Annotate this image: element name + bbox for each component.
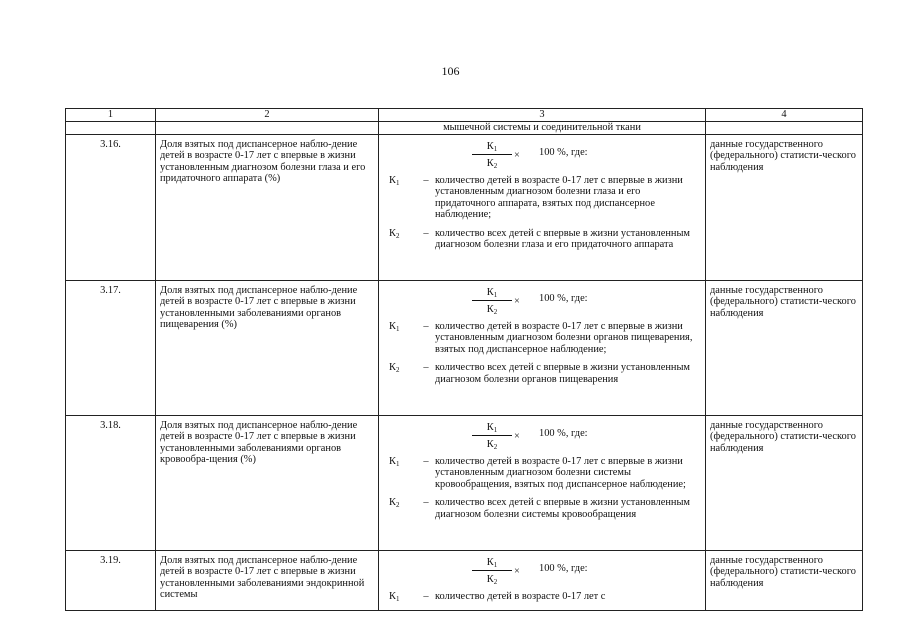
- formula: [379, 281, 705, 321]
- definition-symbol: $К_2$: [389, 497, 400, 510]
- column-header-3: 3: [379, 109, 706, 122]
- definition-dash: –: [423, 175, 429, 186]
- indicator-number: 3.16.: [66, 135, 156, 281]
- formula: [379, 551, 705, 591]
- definition-dash: –: [423, 456, 429, 467]
- fraction: [472, 287, 512, 315]
- formula: [379, 416, 705, 456]
- multiply-sign: ×: [514, 296, 520, 307]
- definition-text: количество всех детей с впервые в жизни установленным диагнозом болезни системы кровообращения: [435, 497, 690, 520]
- column-header-1: 1: [66, 109, 156, 122]
- denominator: $К_2$: [486, 574, 498, 586]
- continuation-text: мышечной системы и соединительной ткани: [379, 122, 706, 135]
- definition-k1: [379, 456, 705, 490]
- percent-where: 100 %, где:: [539, 428, 588, 439]
- numerator: $К_1$: [472, 557, 512, 571]
- multiply-sign: ×: [514, 431, 520, 442]
- definition-text: количество всех детей с впервые в жизни установленным диагнозом болезни глаза и его придаточного аппарата: [435, 227, 690, 251]
- column-header-2: 2: [156, 109, 379, 122]
- data-source: данные государственного (федерального) статисти-ческого наблюдения: [706, 416, 863, 551]
- definition-k1: [379, 321, 705, 355]
- definition-symbol: $К_1$: [389, 321, 400, 333]
- definition-text: количество детей в возрасте 0-17 лет с впервые в жизни установленным диагнозом болезни системы кровообращения, взятых под диспансерное наблюдение;: [435, 456, 686, 490]
- page-number: 106: [441, 64, 460, 78]
- definition-dash: –: [423, 362, 429, 374]
- numerator: $К_1$: [472, 422, 512, 436]
- formula-cell: [379, 416, 706, 551]
- definition-k1: [379, 591, 705, 602]
- definition-text: количество детей в возрасте 0-17 лет с впервые в жизни установленным диагнозом болезни глаза и его придаточного аппарата, взятых под диспансерное наблюдение;: [435, 175, 683, 221]
- indicator-name: Доля взятых под диспансерное наблю-дение детей в возрасте 0-17 лет с впервые в жизни установленными заболеваниями эндокринной системы: [156, 551, 379, 611]
- indicator-number: 3.18.: [66, 416, 156, 551]
- definition-text: количество всех детей с впервые в жизни установленным диагнозом болезни органов пищеварения: [435, 362, 690, 385]
- multiply-sign: ×: [514, 566, 520, 577]
- definition-k1: [379, 175, 705, 221]
- indicator-number: 3.17.: [66, 281, 156, 416]
- column-header-4: 4: [706, 109, 863, 122]
- definition-text: количество детей в возрасте 0-17 лет с: [435, 591, 606, 602]
- indicator-name: Доля взятых под диспансерное наблю-дение детей в возрасте 0-17 лет с впервые в жизни установленными заболеваниями органов пищеварения (%): [156, 281, 379, 416]
- definition-symbol: $К_1$: [389, 175, 400, 187]
- numerator: $К_1$: [472, 141, 512, 155]
- definition-symbol: $К_2$: [389, 362, 400, 375]
- indicator-table: [65, 108, 863, 611]
- column-header-row: [66, 109, 863, 122]
- definition-k2: [379, 362, 705, 385]
- indicator-number: 3.19.: [66, 551, 156, 611]
- table-row: [66, 135, 863, 281]
- definition-dash: –: [423, 321, 429, 332]
- definition-k2: [379, 228, 705, 251]
- fraction: [472, 141, 512, 169]
- denominator: $К_2$: [486, 439, 498, 451]
- percent-where: 100 %, где:: [539, 293, 588, 304]
- formula-cell: [379, 281, 706, 416]
- definition-symbol: $К_2$: [389, 227, 400, 240]
- continuation-row: [66, 122, 863, 135]
- definition-text: количество детей в возрасте 0-17 лет с впервые в жизни установленным диагнозом болезни органов пищеварения, взятых под диспансерное наблюдение;: [435, 321, 693, 355]
- fraction: [472, 422, 512, 450]
- data-source: данные государственного (федерального) статисти-ческого наблюдения: [706, 551, 863, 611]
- definition-k2: [379, 497, 705, 520]
- formula-cell: [379, 551, 706, 611]
- definition-symbol: $К_1$: [389, 456, 400, 468]
- definition-dash: –: [423, 227, 429, 239]
- fraction: [472, 557, 512, 585]
- percent-where: 100 %, где:: [539, 563, 588, 574]
- table-row: [66, 551, 863, 611]
- indicator-rows: [66, 135, 863, 611]
- denominator: $К_2$: [486, 304, 498, 316]
- indicator-name: Доля взятых под диспансерное наблю-дение детей в возрасте 0-17 лет с впервые в жизни установленными заболеваниями органов кровообра-щения (%): [156, 416, 379, 551]
- indicator-name: Доля взятых под диспансерное наблю-дение детей в возрасте 0-17 лет с впервые в жизни установленным диагнозом болезни глаза и его придаточного аппарата (%): [156, 135, 379, 281]
- percent-where: 100 %, где:: [539, 147, 588, 158]
- formula: [379, 135, 705, 175]
- numerator: $К_1$: [472, 287, 512, 301]
- definition-dash: –: [423, 497, 429, 509]
- table-row: [66, 281, 863, 416]
- formula-cell: [379, 135, 706, 281]
- multiply-sign: ×: [514, 150, 520, 161]
- denominator: $К_2$: [486, 158, 498, 170]
- definition-symbol: $К_1$: [389, 591, 400, 603]
- table-row: [66, 416, 863, 551]
- data-source: данные государственного (федерального) статисти-ческого наблюдения: [706, 281, 863, 416]
- definition-dash: –: [423, 591, 429, 602]
- data-source: данные государственного (федерального) статисти-ческого наблюдения: [706, 135, 863, 281]
